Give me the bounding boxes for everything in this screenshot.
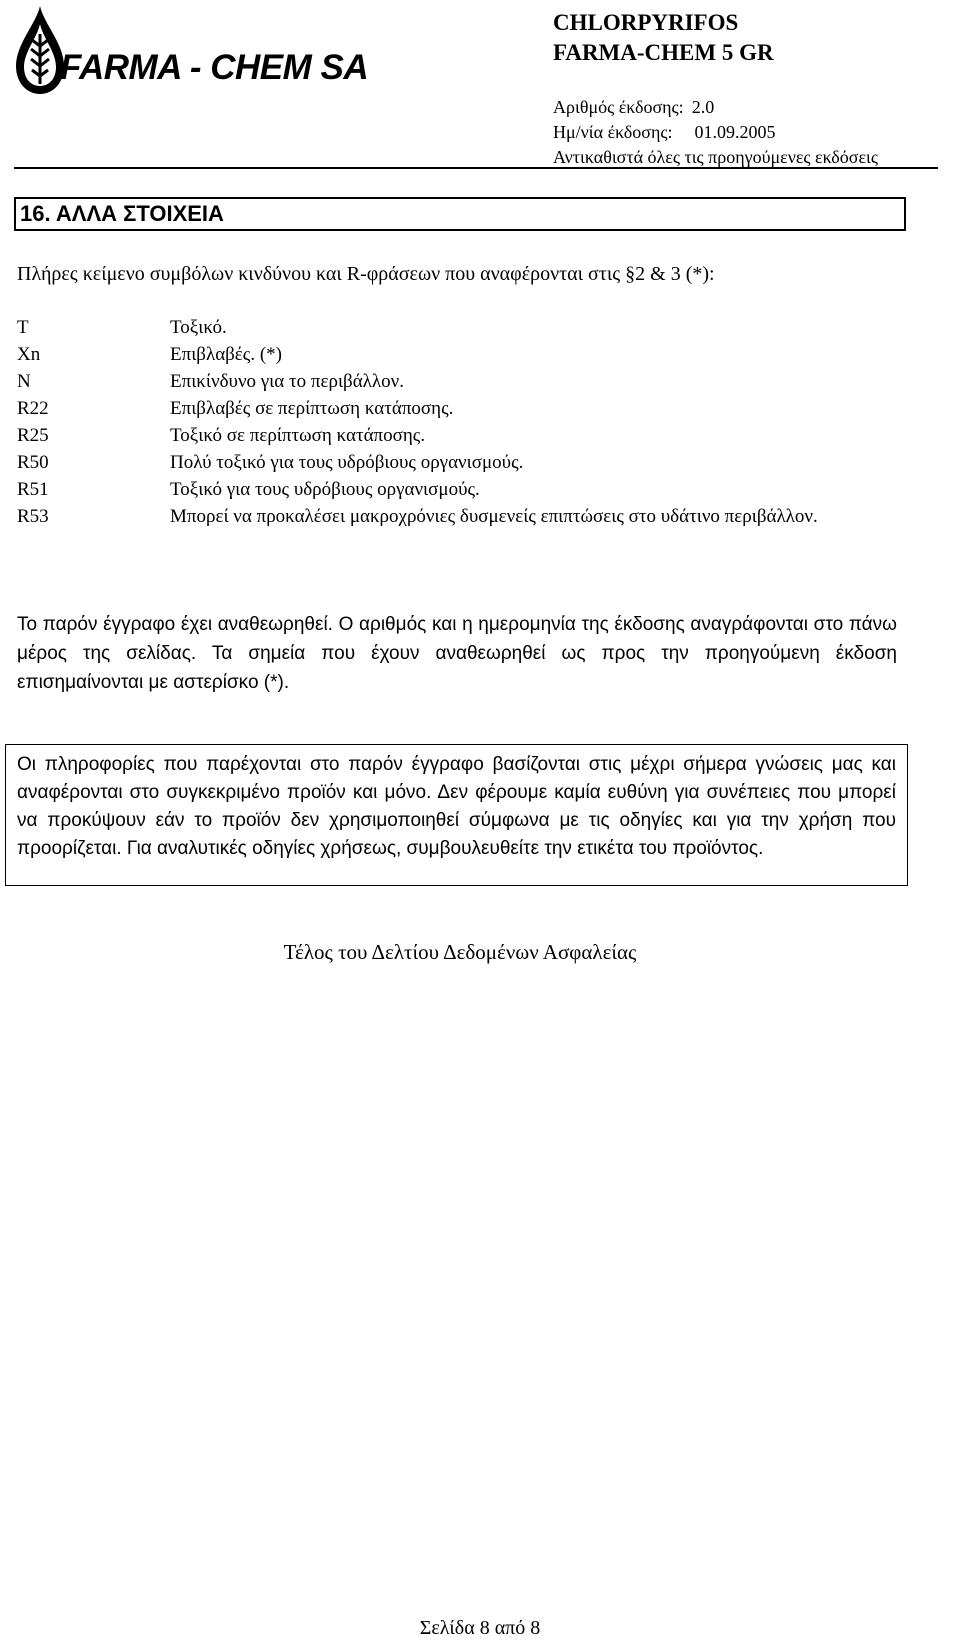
phrase-code: R53 <box>17 506 49 527</box>
phrase-code: Xn <box>17 344 41 365</box>
end-of-sheet-note: Τέλος του Δελτίου Δεδομένων Ασφαλείας <box>283 940 637 964</box>
phrase-text: Επικίνδυνο για το περιβάλλον. <box>170 371 404 392</box>
company-logo <box>14 4 394 96</box>
date-line <box>553 120 878 145</box>
phrase-code: R22 <box>17 398 49 419</box>
disclaimer-box: Οι πληροφορίες που παρέχονται στο παρόν έγγραφο βασίζονται στις μέχρι σήμερα γνώσεις μας και αναφέρονται στο συγκεκριμένο προϊόν και μόνο. Δεν φέρουμε καμία ευθύνη για συνέπειες που μπορεί να προκύψουν εάν το προϊόν δεν χρησιμοποιηθεί σύμφωνα με τις οδηγίες και για την χρήση που προορίζεται. Για αναλυτικές οδηγίες χρήσεως, συμβουλευθείτε την ετικέτα του προϊόντος. <box>5 744 908 886</box>
phrase-text: Τοξικό. <box>170 317 227 338</box>
phrase-text: Τοξικό για τους υδρόβιους οργανισμούς. <box>170 479 480 500</box>
list-item <box>17 503 897 530</box>
hazard-phrase-list <box>17 314 897 530</box>
date-value: 01.09.2005 <box>694 122 776 142</box>
phrase-code: R51 <box>17 479 49 500</box>
list-item <box>17 314 897 341</box>
list-item <box>17 422 897 449</box>
list-item <box>17 341 897 368</box>
header-divider <box>14 167 938 169</box>
phrase-text: Επιβλαβές. (*) <box>170 344 282 365</box>
logo-wordmark: FARMA - CHEM SA <box>60 48 369 87</box>
product-code: FARMA-CHEM 5 GR <box>553 40 774 65</box>
revision-note: Το παρόν έγγραφο έχει αναθεωρηθεί. Ο αριθμός και η ημερομηνία της έκδοσης αναγράφονται στο πάνω μέρος της σελίδας. Τα σημεία που έχουν αναθεωρηθεί ως προς την προηγούμενη έκδοση επισημαίνονται με αστερίσκο (*). <box>17 614 897 693</box>
phrase-text: Τοξικό σε περίπτωση κατάποσης. <box>170 425 426 446</box>
section-intro: Πλήρες κείμενο συμβόλων κινδύνου και R-φράσεων που αναφέρονται στις §2 & 3 (*): <box>17 263 715 285</box>
list-item <box>17 368 897 395</box>
list-item <box>17 395 897 422</box>
logo-drop-icon <box>14 4 66 96</box>
section-title: 16. ΑΛΛΑ ΣΤΟΙΧΕΙΑ <box>14 197 906 231</box>
product-heading <box>553 8 774 68</box>
date-label: Ημ/νία έκδοσης: <box>553 122 673 142</box>
document-meta <box>553 95 878 170</box>
phrase-code: T <box>17 317 29 338</box>
list-item <box>17 476 897 503</box>
phrase-code: R25 <box>17 425 49 446</box>
revision-line <box>553 95 878 120</box>
phrase-text: Μπορεί να προκαλέσει μακροχρόνιες δυσμενείς επιπτώσεις στο υδάτινο περιβάλλον. <box>170 506 818 527</box>
phrase-code: N <box>17 371 31 392</box>
revision-value: 2.0 <box>691 97 715 117</box>
phrase-text: Πολύ τοξικό για τους υδρόβιους οργανισμούς. <box>170 452 524 473</box>
list-item <box>17 449 897 476</box>
page-number: Σελίδα 8 από 8 <box>419 1617 541 1639</box>
phrase-code: R50 <box>17 452 49 473</box>
phrase-text: Επιβλαβές σε περίπτωση κατάποσης. <box>170 398 454 419</box>
supersedes-line: Αντικαθιστά όλες τις προηγούμενες εκδόσεις <box>553 147 879 167</box>
product-name: CHLORPYRIFOS <box>553 10 739 35</box>
revision-label: Αριθμός έκδοσης: <box>553 97 684 117</box>
